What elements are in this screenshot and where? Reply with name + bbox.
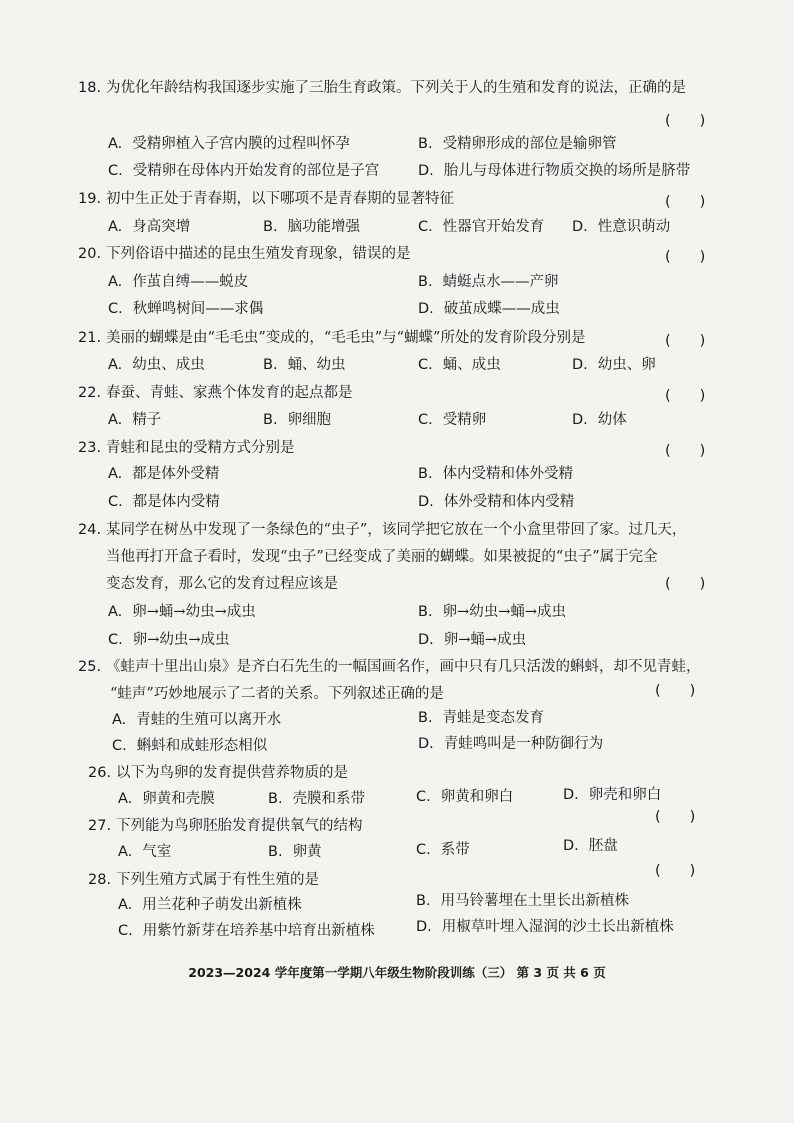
question-number: 23. — [78, 440, 102, 456]
answer-blank: ( ) — [655, 683, 696, 699]
question-number: 24. — [78, 522, 102, 538]
question-stem: 下列能为鸟卵胚胎发育提供氧气的结构 — [116, 818, 363, 834]
question-number: 28. — [88, 872, 112, 888]
question-21 — [78, 328, 585, 348]
question-stem: 青蛙和昆虫的受精方式分别是 — [106, 440, 295, 456]
question-28 — [88, 870, 319, 890]
option-a: A. 用兰花种子萌发出新植株 — [118, 897, 302, 913]
option-c: C. 卵→幼虫→成虫 — [108, 632, 230, 648]
question-stem: 下列生殖方式属于有性生殖的是 — [116, 872, 319, 888]
answer-blank: ( ) — [665, 576, 706, 592]
option-a: A. 都是体外受精 — [108, 466, 220, 482]
question-stem: 为优化年龄结构我国逐步实施了三胎生育政策。下列关于人的生殖和发育的说法，正确的是 — [106, 80, 686, 96]
answer-blank: ( ) — [665, 388, 706, 404]
answer-blank: ( ) — [665, 249, 706, 265]
question-number: 26. — [88, 765, 112, 781]
answer-blank: ( ) — [665, 333, 706, 349]
option-b: B. 受精卵形成的部位是输卵管 — [418, 136, 617, 152]
question-stem: 春蚕、青蛙、家燕个体发育的起点都是 — [106, 385, 353, 401]
option-c: C. 卵黄和卵白 — [416, 789, 514, 805]
option-b: B. 用马铃薯埋在土里长出新植株 — [416, 893, 630, 909]
option-c: C. 系带 — [416, 842, 470, 858]
option-d: D. 用椒草叶埋入湿润的沙土长出新植株 — [416, 919, 674, 935]
option-c: C. 性器官开始发育 — [418, 219, 545, 235]
question-26 — [88, 763, 348, 783]
option-b: B. 蛹、幼虫 — [263, 357, 346, 373]
question-27 — [88, 816, 363, 836]
question-25 — [78, 657, 701, 677]
option-d: D. 卵→蛹→成虫 — [418, 632, 527, 648]
option-d: D. 性意识萌动 — [572, 219, 671, 235]
question-number: 21. — [78, 330, 102, 346]
option-a: A. 作茧自缚——蜕皮 — [108, 274, 249, 290]
option-d: D. 幼体 — [572, 412, 627, 428]
question-number: 25. — [78, 659, 102, 675]
question-number: 19. — [78, 191, 102, 207]
question-18 — [78, 78, 686, 98]
option-d: D. 卵壳和卵白 — [563, 787, 662, 803]
question-stem: 《蛙声十里出山泉》是齐白石先生的一幅国画名作，画中只有几只活泼的蝌蚪，却不见青蛙， — [106, 659, 701, 675]
question-23 — [78, 438, 295, 458]
question-stem: 某同学在树丛中发现了一条绿色的“虫子”，该同学把它放在一个小盒里带回了家。过几天， — [106, 522, 687, 538]
option-d: D. 破茧成蝶——成虫 — [418, 301, 560, 317]
question-19 — [78, 189, 454, 209]
option-d: D. 胎儿与母体进行物质交换的场所是脐带 — [418, 163, 691, 179]
option-c: C. 蝌蚪和成蛙形态相似 — [112, 738, 268, 754]
question-stem: 初中生正处于青春期，以下哪项不是青春期的显著特征 — [106, 191, 454, 207]
question-20 — [78, 244, 411, 264]
option-d: D. 体外受精和体内受精 — [418, 494, 575, 510]
option-a: A. 卵黄和壳膜 — [118, 791, 215, 807]
question-stem-line-2: “蛙声”巧妙地展示了二者的关系。下列叙述正确的是 — [110, 686, 444, 702]
option-d: D. 胚盘 — [563, 838, 618, 854]
question-number: 22. — [78, 385, 102, 401]
option-c: C. 蛹、成虫 — [418, 357, 501, 373]
question-stem: 下列俗语中描述的昆虫生殖发育现象，错误的是 — [106, 246, 411, 262]
option-a: A. 卵→蛹→幼虫→成虫 — [108, 604, 256, 620]
option-a: A. 幼虫、成虫 — [108, 357, 205, 373]
option-b: B. 体内受精和体外受精 — [418, 466, 574, 482]
question-22 — [78, 383, 353, 403]
question-stem: 以下为鸟卵的发育提供营养物质的是 — [116, 765, 348, 781]
option-b: B. 脑功能增强 — [263, 219, 361, 235]
option-d: D. 幼虫、卵 — [572, 357, 656, 373]
answer-blank: ( ) — [665, 194, 706, 210]
answer-blank: ( ) — [665, 113, 706, 129]
question-number: 27. — [88, 818, 112, 834]
option-a: A. 气室 — [118, 844, 172, 860]
option-c: C. 都是体内受精 — [108, 494, 220, 510]
option-b: B. 蜻蜓点水——产卵 — [418, 274, 559, 290]
option-a: A. 受精卵植入子宫内膜的过程叫怀孕 — [108, 136, 350, 152]
question-number: 18. — [78, 80, 102, 96]
answer-blank: ( ) — [665, 443, 706, 459]
option-d: D. 青蛙鸣叫是一种防御行为 — [418, 736, 604, 752]
question-24 — [78, 520, 686, 540]
option-c: C. 受精卵 — [418, 412, 487, 428]
question-number: 20. — [78, 246, 102, 262]
question-stem: 美丽的蝴蝶是由“毛毛虫”变成的，“毛毛虫”与“蝴蝶”所处的发育阶段分别是 — [106, 330, 586, 346]
option-b: B. 壳膜和系带 — [268, 791, 366, 807]
option-c: C. 秋蝉鸣树间——求偶 — [108, 301, 264, 317]
option-b: B. 卵黄 — [268, 844, 322, 860]
question-stem-line-2: 当他再打开盒子看时，发现“虫子”已经变成了美丽的蝴蝶。如果被捉的“虫子”属于完全 — [106, 549, 658, 565]
option-a: A. 身高突增 — [108, 219, 191, 235]
option-b: B. 青蛙是变态发育 — [418, 710, 545, 726]
option-a: A. 精子 — [108, 412, 162, 428]
option-b: B. 卵细胞 — [263, 412, 332, 428]
option-c: C. 受精卵在母体内开始发育的部位是子宫 — [108, 163, 380, 179]
answer-blank: ( ) — [655, 863, 696, 879]
page-footer: 2023—2024 学年度第一学期八年级生物阶段训练（三） 第 3 页 共 6 页 — [188, 965, 606, 980]
option-a: A. 青蛙的生殖可以离开水 — [112, 712, 282, 728]
answer-blank: ( ) — [655, 809, 696, 825]
option-c: C. 用紫竹新芽在培养基中培育出新植株 — [118, 923, 375, 939]
option-b: B. 卵→幼虫→蛹→成虫 — [418, 604, 567, 620]
question-stem-line-3: 变态发育，那么它的发育过程应该是 — [106, 576, 338, 592]
